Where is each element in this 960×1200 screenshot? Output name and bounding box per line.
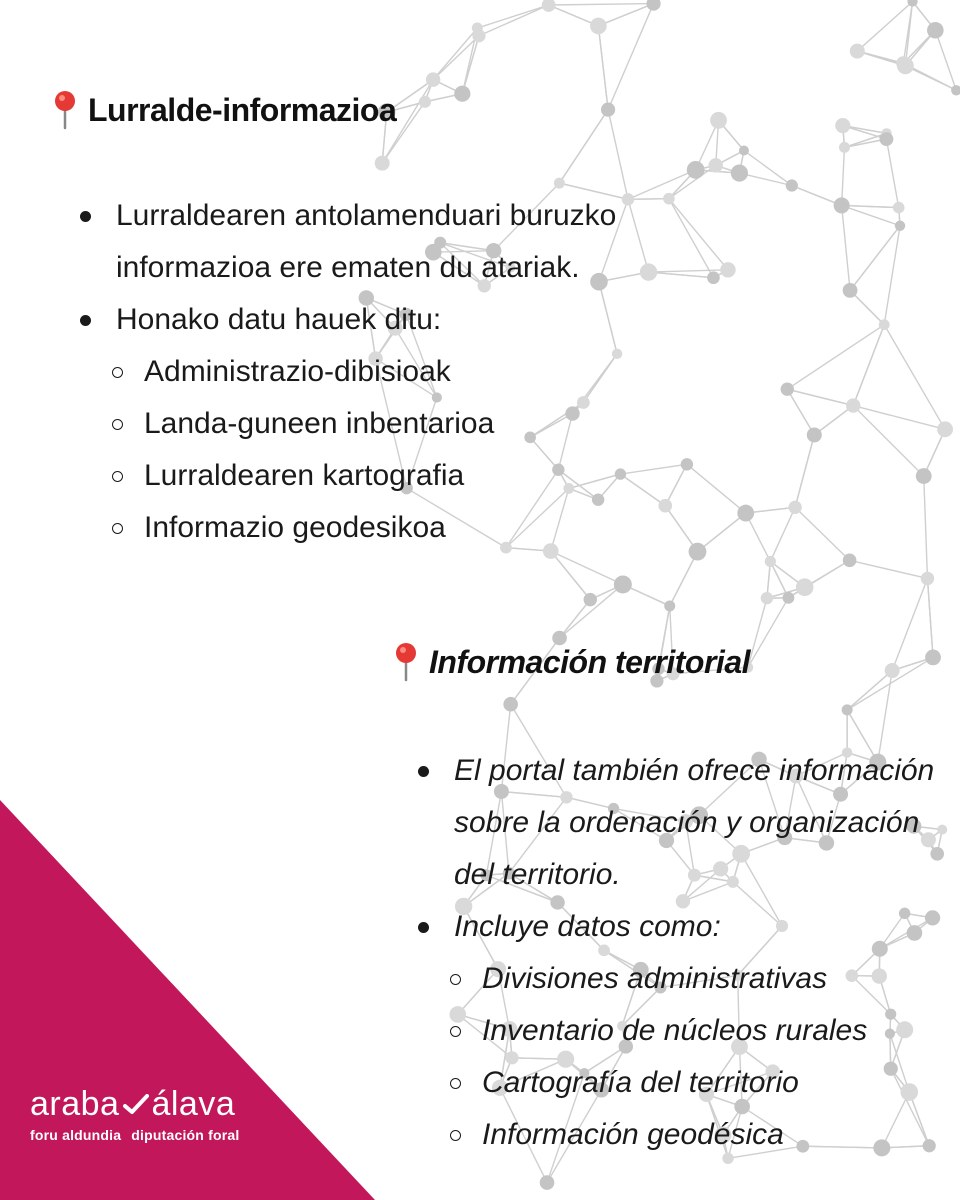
check-mark-icon (123, 1094, 149, 1114)
list-item: Incluye datos como: Divisiones administrativas Inventario de núcleos rurales Cartografía del territorio Información geodésica (418, 901, 948, 1161)
logo-right-word: álava (151, 1085, 236, 1123)
sub-list-item: Divisiones administrativas (418, 953, 948, 1005)
spanish-section-title (393, 642, 750, 682)
basque-sub-list (80, 346, 640, 554)
logo-subtitle (30, 1127, 239, 1143)
sub-list-item: Cartografía del territorio (418, 1057, 948, 1109)
list-item: Lurraldearen antolamenduari buruzko informazioa ere ematen du atariak. (80, 190, 640, 294)
list-item: Honako datu hauek ditu: Administrazio-dibisioak Landa-guneen inbentarioa Lurraldearen kartografia Informazio geodesikoa (80, 294, 640, 554)
sub-list-item: Inventario de núcleos rurales (418, 1005, 948, 1057)
basque-title-text: Lurralde-informazioa (88, 91, 397, 128)
araba-alava-logo (30, 1087, 239, 1143)
sub-list-item: Información geodésica (418, 1109, 948, 1161)
basque-list (80, 190, 640, 554)
logo-wordmark (30, 1087, 239, 1121)
spanish-sub-list (418, 953, 948, 1161)
sub-list-item: Administrazio-dibisioak (80, 346, 640, 398)
logo-right-sub: diputación foral (131, 1127, 240, 1143)
spanish-title-text: Información territorial (429, 643, 750, 680)
basque-section-title (52, 90, 396, 130)
logo-left-sub: foru aldundia (30, 1127, 122, 1143)
list-item: El portal también ofrece información sobre la ordenación y organización del territorio. (418, 745, 948, 901)
round-pushpin-icon (393, 642, 419, 682)
logo-left-word: araba (30, 1085, 120, 1123)
sub-list-item: Landa-guneen inbentarioa (80, 398, 640, 450)
sub-list-item: Lurraldearen kartografia (80, 450, 640, 502)
sub-list-item: Informazio geodesikoa (80, 502, 640, 554)
round-pushpin-icon (52, 90, 78, 130)
spanish-list (418, 745, 948, 1161)
